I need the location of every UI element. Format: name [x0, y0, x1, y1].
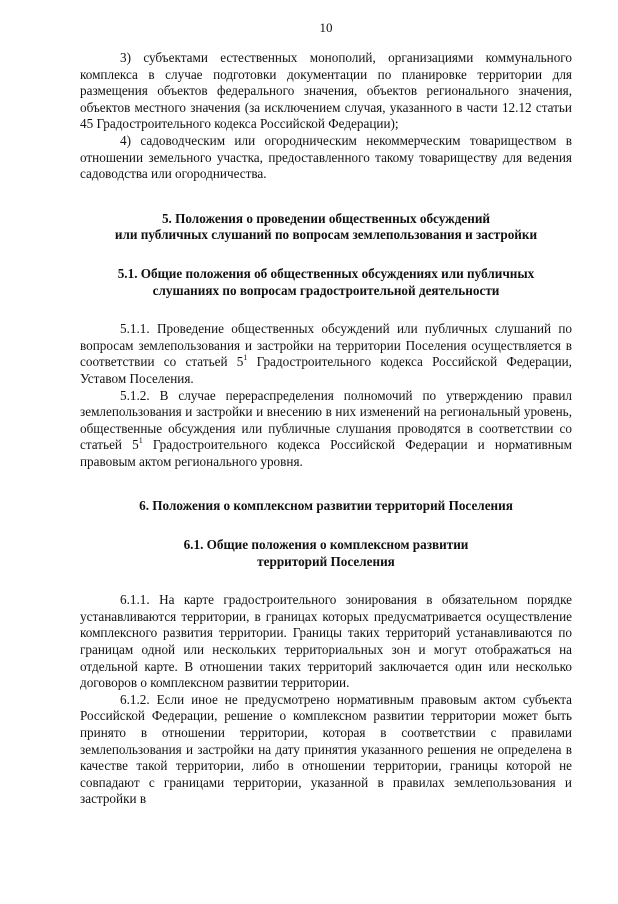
subsection-6-1-title-line-2: территорий Поселения: [257, 553, 395, 569]
paragraph-5-1-2: [80, 388, 572, 471]
superscript-1: 1: [138, 436, 143, 446]
paragraph-5-1-1-text-a: 5.1.1. Проведение общественных обсуждений или публичных слушаний по вопросам землепользования и застройки на территории Поселения осуществляется в соответствии со статьей 5: [80, 321, 572, 370]
paragraph-6-1-2: 6.1.2. Если иное не предусмотрено нормативным правовым актом субъекта Российской Федерации, решение о комплексном развитии территории может быть принято в отношении территории, которая в соответствии с правилами землепользования и застройки на дату принятия указанного решения не определена в качестве такой территории, либо в отношении территории, границы которой не совпадают с границами территории, указанной в правилах землепользования и застройки в: [80, 691, 572, 807]
section-6-title: 6. Положения о комплексном развитии территорий Поселения: [139, 498, 513, 514]
paragraph-5-1-1-text-b: Градостроительного кодекса Российской Федерации, Уставом Поселения.: [80, 354, 572, 386]
subsection-6-1-title-line-1: 6.1. Общие положения о комплексном развитии: [183, 537, 469, 553]
paragraph-5-1-1: [80, 321, 572, 387]
paragraph-5-1-2-text-b: Градостроительного кодекса Российской Федерации и нормативным правовым актом регионального уровня.: [80, 437, 572, 469]
list-item-3: 3) субъектами естественных монополий, организациями коммунального комплекса в случае подготовки документации по планировке территории для размещения объектов федерального значения, объектов регионального значения, объектов местного значения (за исключением случая, указанного в части 12.12 статьи 45 Градостроительного кодекса Российской Федерации);: [80, 50, 572, 132]
subsection-5-1-title-line-2: слушаниях по вопросам градостроительной деятельности: [152, 282, 500, 298]
paragraph-5-1-2-text-a: 5.1.2. В случае перераспределения полномочий по утверждению правил землепользования и застройки и внесению в них изменений на региональный уровень, общественные обсуждения или публичные слушания проводятся в соответствии со статьей 5: [80, 387, 572, 453]
subsection-5-1-title-line-1: 5.1. Общие положения об общественных обсуждениях или публичных: [117, 265, 535, 281]
section-5-title-line-1: 5. Положения о проведении общественных обсуждений: [161, 210, 491, 226]
paragraph-6-1-1: 6.1.1. На карте градостроительного зонирования в обязательном порядке устанавливаются территории, в границах которых предусматривается осуществление комплексного развития территории. Границы таких территорий устанавливаются по границам одной или нескольких территориальных зон и могут отображаться на отдельной карте. В отношении таких территорий заключается один или несколько договоров о комплексном развитии территории.: [80, 592, 572, 691]
section-5-title-line-2: или публичных слушаний по вопросам землепользования и застройки: [114, 227, 538, 243]
page-number: 10: [319, 20, 333, 35]
list-item-4: 4) садоводческим или огородническим некоммерческим товариществом в отношении земельного участка, предоставленного такому товариществу для ведения садоводства или огородничества.: [80, 132, 572, 182]
superscript-1: 1: [243, 353, 248, 363]
